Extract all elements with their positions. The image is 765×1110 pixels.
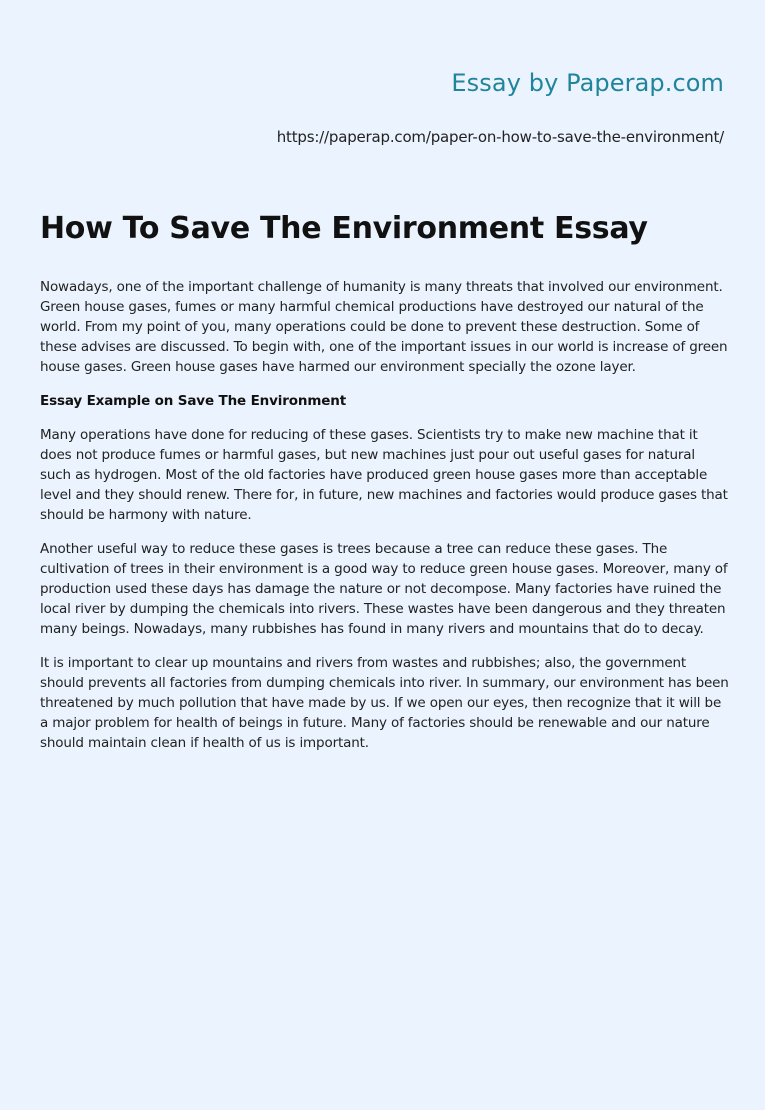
- section-heading: Essay Example on Save The Environment: [40, 393, 347, 409]
- paragraph-intro: Nowadays, one of the important challenge of humanity is many threats that involved our environment. Green house gases, fumes or many harmful chemical productions have destroyed our natural of the world. From my point of you, many operations could be done to prevent these destruction. Some of these advises are discussed. To begin with, one of the important issues in our world is increase of green house gases. Green house gases have harmed our environment specially the ozone layer.: [40, 279, 728, 375]
- page-title: How To Save The Environment Essay: [40, 211, 648, 246]
- paragraph-trees: Another useful way to reduce these gases is trees because a tree can reduce these gases. The cultivation of trees in their environment is a good way to reduce green house gases. Moreover, many of production used these days has damage the nature or not decompose. Many factories have ruined the local river by dumping the chemicals into rivers. These wastes have been dangerous and they threaten many beings. Nowadays, many rubbishes has found in many rivers and mountains that do to decay.: [40, 541, 728, 637]
- source-url[interactable]: https://paperap.com/paper-on-how-to-save-the-environment/: [276, 128, 724, 146]
- site-brand[interactable]: Essay by Paperap.com: [451, 69, 724, 97]
- essay-body: [40, 277, 730, 767]
- paragraph-operations: Many operations have done for reducing of these gases. Scientists try to make new machine that it does not produce fumes or harmful gases, but new machines just pour out useful gases for natural such as hydrogen. Most of the old factories have produced green house gases more than acceptable level and they should renew. There for, in future, new machines and factories would produce gases that should be harmony with nature.: [40, 427, 728, 523]
- paragraph-conclusion: It is important to clear up mountains and rivers from wastes and rubbishes; also, the government should prevents all factories from dumping chemicals into river. In summary, our environment has been threatened by much pollution that have made by us. If we open our eyes, then recognize that it will be a major problem for health of beings in future. Many of factories should be renewable and our nature should maintain clean if health of us is important.: [40, 655, 729, 751]
